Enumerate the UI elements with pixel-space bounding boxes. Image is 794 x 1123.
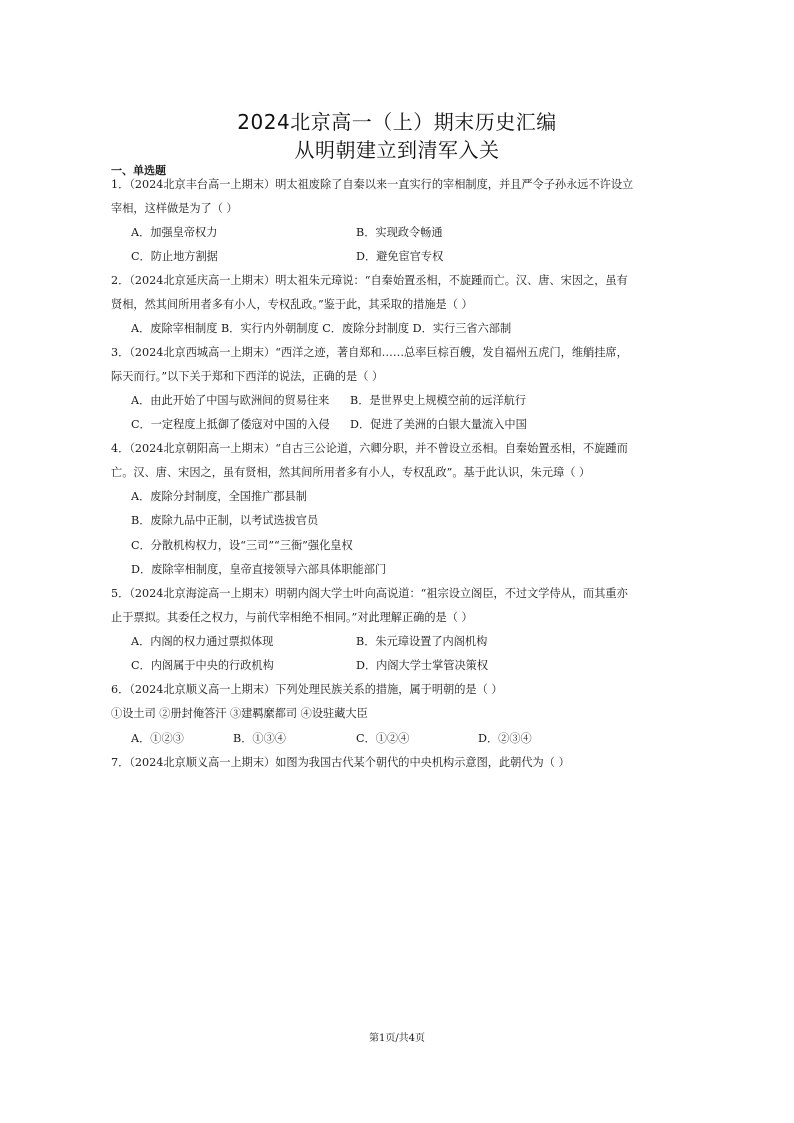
question-6-option-a: A．①②③ — [131, 732, 184, 745]
question-5-text: 5．（2024北京海淀高一上期末）明朝内阁大学士叶向高说道：“祖宗设立阁臣，不过文学侍从，而其重亦 — [111, 587, 628, 600]
question-6-option-d: D．②③④ — [478, 732, 532, 745]
question-5-option-c: C．内阁属于中央的行政机构 — [131, 659, 274, 672]
question-7-text: 7．（2024北京顺义高一上期末）如图为我国古代某个朝代的中央机构示意图，此朝代为（ ） — [111, 756, 570, 769]
question-3-option-b: B．是世界史上规模空前的远洋航行 — [350, 394, 527, 407]
question-2-text-cont: 贤相，然其间所用者多有小人，专权乱政。”鉴于此，其采取的措施是（ ） — [111, 298, 473, 311]
question-4-option-b: B．废除九品中正制，以考试选拔官员 — [131, 514, 319, 527]
page-number: 第1页/共4页 — [368, 1033, 426, 1044]
question-6-statements: ①设土司 ②册封俺答汗 ③建羁縻都司 ④设驻藏大臣 — [111, 707, 368, 720]
question-4-option-d: D．废除宰相制度，皇帝直接领导六部具体职能部门 — [131, 563, 387, 576]
question-6-option-c: C．①②④ — [356, 732, 410, 745]
question-1-option-a: A．加强皇帝权力 — [131, 226, 218, 239]
question-6-text: 6．（2024北京顺义高一上期末）下列处理民族关系的措施，属于明朝的是（ ） — [111, 683, 503, 696]
question-3-option-d: D．促进了美洲的白银大量流入中国 — [350, 418, 527, 431]
question-6-option-b: B．①③④ — [233, 732, 286, 745]
question-5-option-d: D．内阁大学士掌管决策权 — [356, 659, 489, 672]
question-5-option-b: B．朱元璋设置了内阁机构 — [356, 635, 488, 648]
question-1-text: 1．（2024北京丰台高一上期末）明太祖废除了自秦以来一直实行的宰相制度，并且严令子孙永远不许设立 — [111, 178, 634, 191]
question-5-text-cont: 止于票拟。其委任之权力，与前代宰相绝不相同。”对此理解正确的是（ ） — [111, 611, 473, 624]
question-4-option-c: C．分散机构权力，设“三司”“三衙”强化皇权 — [131, 539, 353, 552]
question-4-text-cont: 亡。汉、唐、宋因之，虽有贤相，然其间所用者多有小人，专权乱政”。基于此认识，朱元璋（ ） — [111, 466, 591, 479]
question-3-option-a: A．由此开始了中国与欧洲间的贸易往来 — [131, 394, 330, 407]
question-1-option-b: B．实现政令畅通 — [356, 226, 443, 239]
question-4-text: 4．（2024北京朝阳高一上期末）“自古三公论道，六卿分职，并不曾设立丞相。自秦始置丞相，不旋踵而 — [111, 442, 628, 455]
question-3-option-c: C．一定程度上抵御了倭寇对中国的入侵 — [131, 418, 330, 431]
document-title: 2024北京高一（上）期末历史汇编 — [237, 110, 557, 134]
question-1-option-c: C．防止地方割据 — [131, 250, 218, 263]
question-2-text: 2．（2024北京延庆高一上期末）明太祖朱元璋说：“自秦始置丞相，不旋踵而亡。汉、唐、宋因之，虽有 — [111, 274, 628, 287]
section-heading: 一、单选题 — [111, 164, 166, 177]
document-subtitle: 从明朝建立到清军入关 — [294, 138, 500, 162]
question-3-text-cont: 际天而行。”以下关于郑和下西洋的说法，正确的是（ ） — [111, 370, 384, 383]
question-1-text-cont: 宰相，这样做是为了（ ） — [111, 202, 238, 215]
question-3-text: 3．（2024北京西城高一上期末）“西洋之迹，著自郑和……总率巨棕百艘，发自福州五虎门，维艄挂席， — [111, 346, 628, 359]
question-1-option-d: D．避免宦官专权 — [356, 250, 444, 263]
question-2-options: A．废除宰相制度 B．实行内外朝制度 C．废除分封制度 D．实行三省六部制 — [131, 322, 512, 335]
question-5-option-a: A．内阁的权力通过票拟体现 — [131, 635, 274, 648]
question-4-option-a: A．废除分封制度，全国推广郡县制 — [131, 490, 307, 503]
